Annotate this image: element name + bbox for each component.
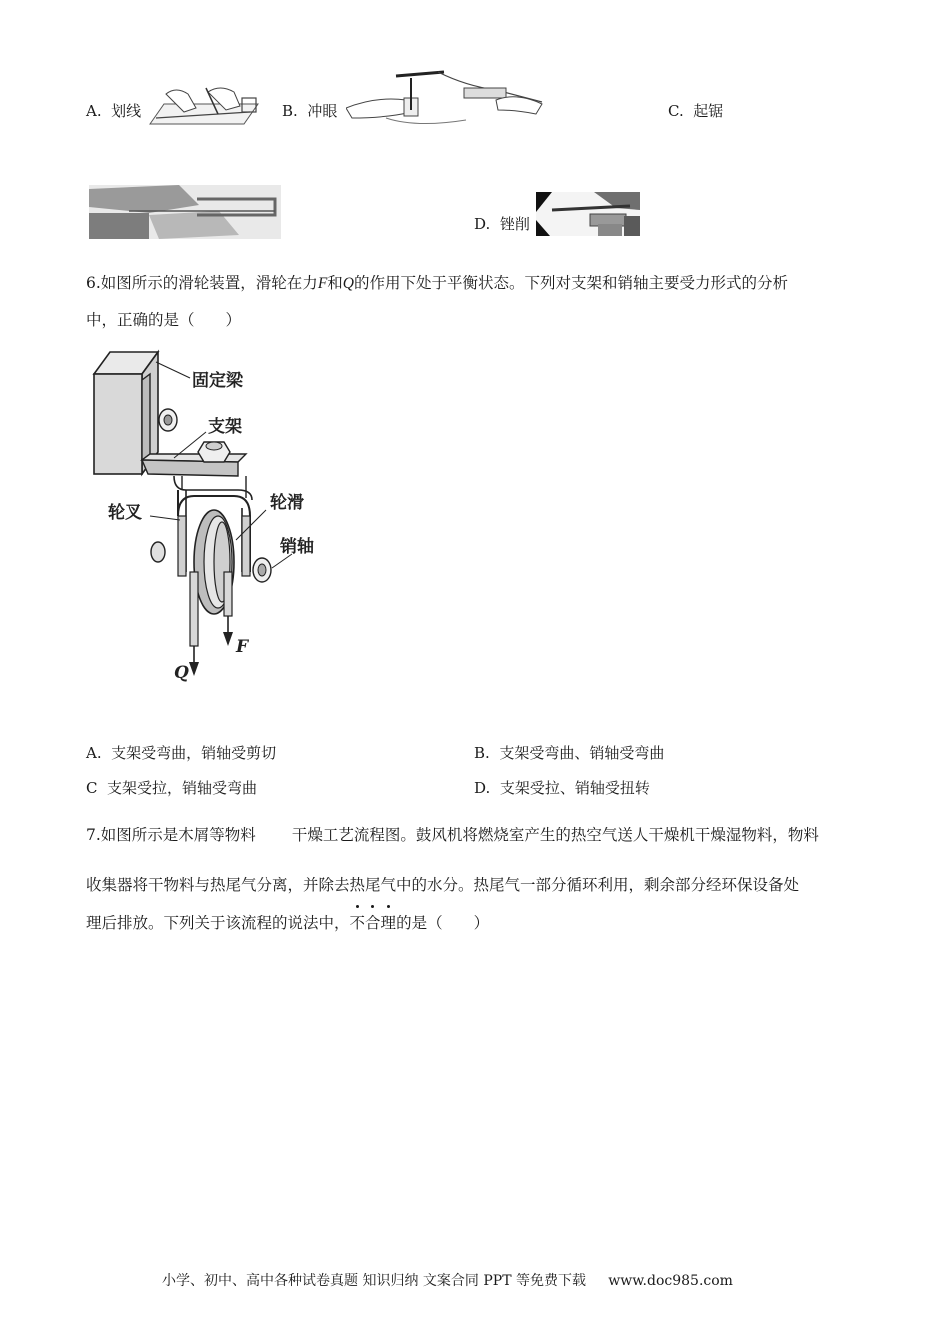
q5-option-d bbox=[474, 214, 530, 234]
stem-text: 收集器将干物料与热尾气分离，并除去热尾气中的水分。热尾气一部分循环利用，剩余部分经环保设备处 bbox=[86, 876, 800, 894]
label-pin: 销轴 bbox=[280, 537, 314, 557]
q6-option-c bbox=[86, 778, 257, 798]
label-force-f: F bbox=[236, 637, 249, 657]
q5-option-b bbox=[282, 101, 337, 121]
option-text: 支架受拉、销轴受扭转 bbox=[499, 779, 650, 797]
stem-text: 和 bbox=[327, 274, 343, 292]
stem-text: 的是（ ） bbox=[396, 914, 490, 932]
q5-option-c bbox=[668, 101, 723, 121]
footer-url[interactable]: www.doc985.com bbox=[608, 1273, 733, 1289]
label-force-q: Q bbox=[174, 663, 189, 683]
emphasis-char: 合 bbox=[365, 914, 381, 932]
option-text: 锉削 bbox=[499, 215, 530, 233]
var-q: Q bbox=[342, 275, 354, 292]
option-letter: D. bbox=[474, 779, 491, 797]
option-text: 起锯 bbox=[693, 102, 724, 120]
var-f: F bbox=[317, 275, 328, 292]
option-text: 冲眼 bbox=[307, 102, 338, 120]
emphasis-char: 不 bbox=[349, 914, 366, 932]
option-text: 支架受拉，销轴受弯曲 bbox=[107, 779, 258, 797]
stem-text: 理后排放。下列关于该流程的说法中， bbox=[86, 914, 350, 932]
option-letter: A. bbox=[86, 102, 102, 120]
option-text: 划线 bbox=[111, 102, 142, 120]
q6-stem-line1 bbox=[86, 272, 788, 295]
label-pulley: 轮滑 bbox=[270, 493, 304, 513]
stem-text: 如图所示是木屑等物料 bbox=[100, 826, 256, 844]
marking-line-image bbox=[146, 84, 262, 130]
question-number: 6. bbox=[86, 274, 101, 292]
label-bracket: 支架 bbox=[208, 417, 242, 437]
question-number: 7. bbox=[86, 826, 101, 844]
emphasis-char: 理 bbox=[380, 914, 397, 932]
option-letter: B. bbox=[282, 102, 298, 120]
q5-option-a bbox=[86, 101, 141, 121]
page-footer bbox=[162, 1270, 733, 1290]
option-letter: B. bbox=[474, 744, 490, 762]
label-fork: 轮叉 bbox=[108, 503, 142, 523]
label-beam: 固定梁 bbox=[192, 371, 243, 391]
q7-stem-line1 bbox=[86, 824, 819, 846]
option-text: 支架受弯曲、销轴受弯曲 bbox=[499, 744, 665, 762]
pulley-figure bbox=[86, 340, 326, 686]
center-punch-image bbox=[346, 70, 544, 130]
option-text: 支架受弯曲，销轴受剪切 bbox=[111, 744, 277, 762]
stem-text: 干燥工艺流程图。鼓风机将燃烧室产生的热空气送人干燥机干燥湿物料，物料 bbox=[291, 826, 819, 844]
q6-option-b bbox=[474, 743, 664, 763]
filing-image bbox=[536, 192, 640, 236]
option-letter: D. bbox=[474, 215, 491, 233]
starting-saw-image bbox=[89, 185, 281, 239]
stem-text: 中，正确的是（ ） bbox=[86, 311, 242, 329]
q6-option-a bbox=[86, 743, 276, 763]
q6-stem-line2 bbox=[86, 309, 241, 331]
q7-stem-line2 bbox=[86, 874, 799, 896]
stem-text: 如图所示的滑轮装置，滑轮在力 bbox=[100, 274, 318, 292]
option-letter: A. bbox=[86, 744, 102, 762]
footer-text: 小学、初中、高中各种试卷真题 知识归纳 文案合同 PPT 等免费下载 bbox=[162, 1273, 586, 1289]
option-letter: C bbox=[86, 779, 98, 797]
q7-stem-line3 bbox=[86, 912, 489, 934]
stem-text: 的作用下处于平衡状态。下列对支架和销轴主要受力形式的分析 bbox=[354, 274, 789, 292]
option-letter: C. bbox=[668, 102, 684, 120]
q6-option-d bbox=[474, 778, 650, 798]
